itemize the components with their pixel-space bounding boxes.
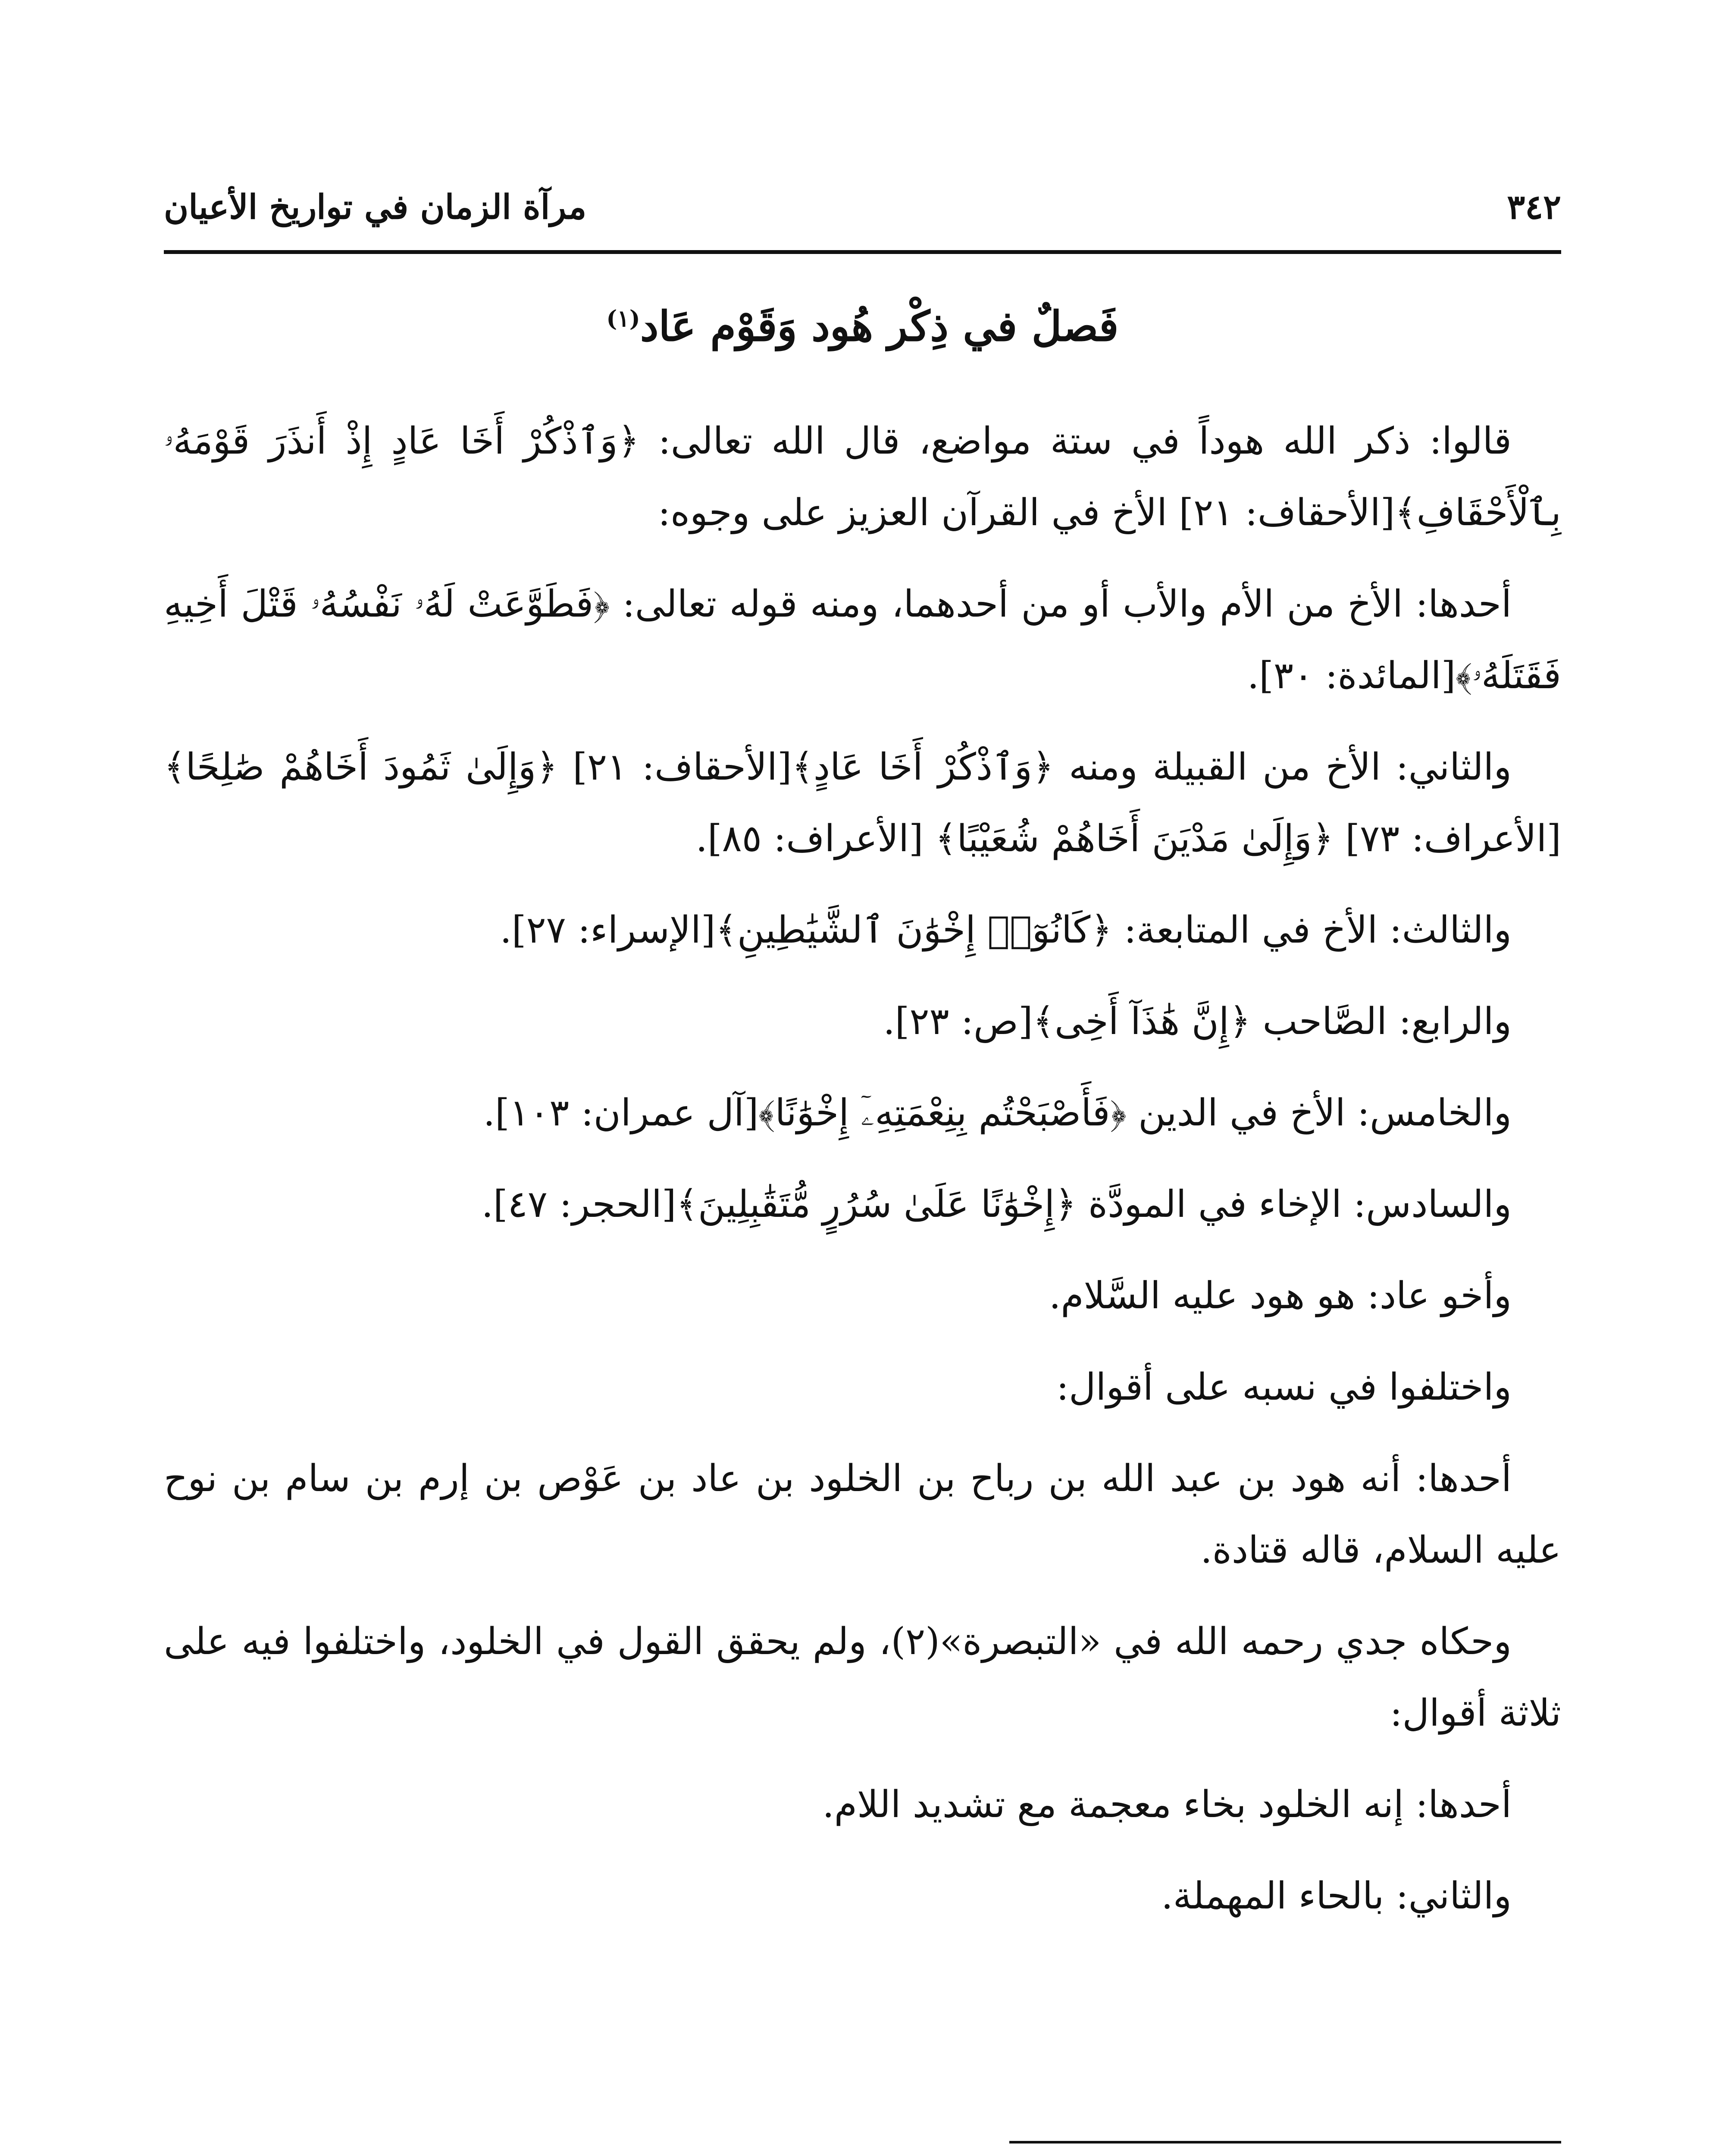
header-rule	[164, 250, 1561, 254]
paragraph: والثاني: الأخ من القبيلة ومنه ﴿وَٱذْكُرْ أَخَا عَادٍ﴾[الأحقاف: ٢١] ﴿وَإِلَىٰ ثَمُودَ أَخَاهُمْ صَٰلِحًا﴾ [الأعراف: ٧٣] ﴿وَإِلَىٰ مَدْيَنَ أَخَاهُمْ شُعَيْبًا﴾ [الأعراف: ٨٥].	[164, 746, 1561, 860]
paragraph: أحدها: إنه الخلود بخاء معجمة مع تشديد اللام.	[822, 1783, 1512, 1826]
page-number: ٣٤٢	[1507, 187, 1561, 227]
running-header	[164, 172, 1561, 241]
paragraph: واختلفوا في نسبه على أقوال:	[1056, 1366, 1512, 1409]
paragraph: قالوا: ذكر الله هوداً في ستة مواضع، قال الله تعالى: ﴿وَٱذْكُرْ أَخَا عَادٍ إِذْ أَنذَرَ قَوْمَهُۥ بِٱلْأَحْقَافِ﴾[الأحقاف: ٢١] الأخ في القرآن العزيز على وجوه:	[164, 420, 1561, 534]
paragraph: أحدها: الأخ من الأم والأب أو من أحدهما، ومنه قوله تعالى: ﴿فَطَوَّعَتْ لَهُۥ نَفْسُهُۥ قَتْلَ أَخِيهِ فَقَتَلَهُۥ﴾[المائدة: ٣٠].	[164, 583, 1561, 697]
paragraph: والسادس: الإخاء في المودَّة ﴿إِخْوَٰنًا عَلَىٰ سُرُرٍ مُّتَقَٰبِلِينَ﴾[الحجر: ٤٧].	[481, 1183, 1512, 1226]
chapter-title	[164, 302, 1561, 375]
paragraph: والثاني: بالحاء المهملة.	[1161, 1874, 1512, 1918]
main-text	[164, 405, 1561, 1952]
chapter-title-text: فَصلٌ في ذِكْر هُود وَقَوْم عَاد	[640, 302, 1119, 351]
paragraph: أحدها: أنه هود بن عبد الله بن رباح بن الخلود بن عاد بن عَوْص بن إرم بن سام بن نوح عليه السلام، قاله قتادة.	[164, 1457, 1561, 1572]
paragraph: وحكاه جدي رحمه الله في «التبصرة»(٢)، ولم يحقق القول في الخلود، واختلفوا فيه على ثلاثة أقوال:	[164, 1620, 1561, 1735]
paragraph: والثالث: الأخ في المتابعة: ﴿كَانُوٓا۟ إِخْوَٰنَ ٱلشَّيَٰطِينِ﴾[الإسراء: ٢٧].	[500, 909, 1512, 952]
footnote-separator	[1009, 2141, 1561, 2143]
paragraph: والرابع: الصَّاحب ﴿إِنَّ هَٰذَآ أَخِى﴾[ص: ٢٣].	[883, 1000, 1512, 1043]
paragraph: والخامس: الأخ في الدين ﴿فَأَصْبَحْتُم بِنِعْمَتِهِۦٓ إِخْوَٰنًا﴾[آل عمران: ١٠٣].	[483, 1091, 1512, 1134]
footnote-reference: (١)	[606, 305, 640, 332]
paragraph: وأخو عاد: هو هود عليه السَّلام.	[1049, 1274, 1512, 1317]
book-title: مرآة الزمان في تواريخ الأعيان	[164, 187, 587, 227]
